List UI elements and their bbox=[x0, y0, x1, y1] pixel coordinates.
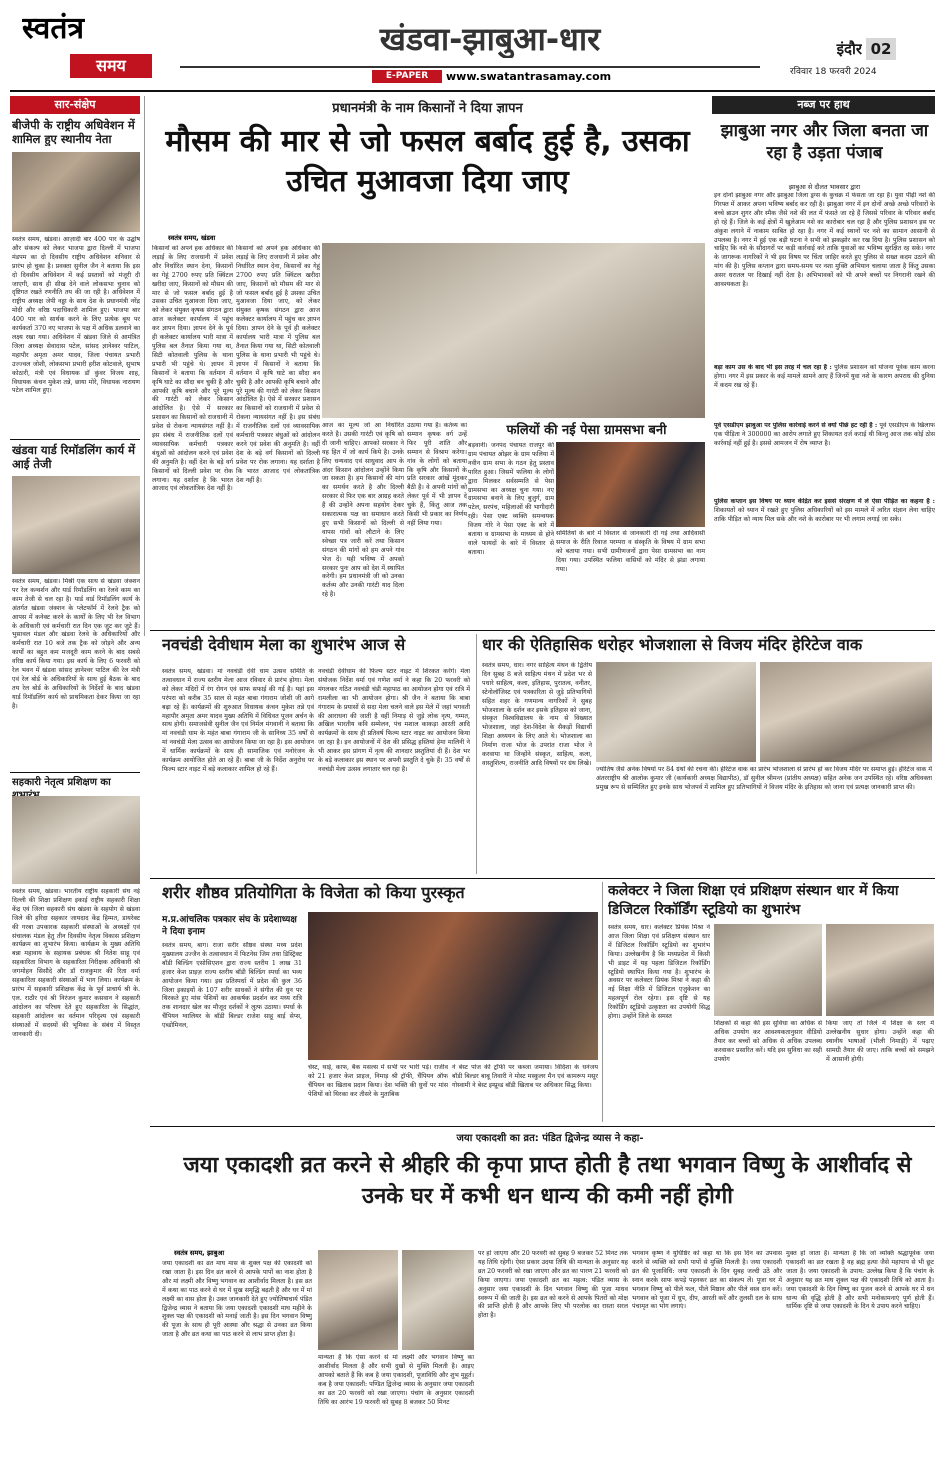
qa-answer: पुलिस प्रशासन को योजना पूर्वक काम करना होगा। नगर में इस प्रकार के कई मामले सामने आए हैं जिनमें युवा नशे के कारण अपराध की दुनिया में कदम रख रहे हैं। bbox=[714, 364, 935, 389]
story-headline: बीजेपी के राष्ट्रीय अधिवेशन में शामिल हुए स्थानीय नेता bbox=[12, 118, 135, 146]
farmers-photo bbox=[322, 243, 705, 418]
logo-bottom: समय bbox=[70, 54, 152, 78]
website-link[interactable]: www.swatantrasamay.com bbox=[446, 70, 612, 83]
divider bbox=[10, 772, 140, 773]
city-label: इंदौर bbox=[836, 40, 862, 58]
bodybuilding-subhead: म.प्र.आंचलिक पत्रकार संघ के प्रदेशाध्यक्ष ने दिया इनाम bbox=[162, 915, 297, 937]
ekadashi-col2: मान्यता है कि ऐसा करने से मां लक्ष्मी और भगवान विष्णु का आशीर्वाद मिलता है और सभी दुखों से मुक्ति मिलती है। आइए आपको बताते हैं कि कब है जया एकादशी, पूजाविधि और शुभ मुहूर्त। कब है जया एकादशी: पण्डित द्विजेन्द्र व्यास के अनुसार जया एकादशी का व्रत 20 फरवरी को रखा जाएगा। पंचांग के अनुसार एकादशी तिथि का आरंभ 19 फरवरी को सुबह 8 बजकर 50 मिनट bbox=[318, 1354, 474, 1406]
studio-photo-1 bbox=[714, 924, 822, 1016]
column-rule bbox=[602, 882, 603, 1122]
ekadashi-col1: जया एकादशी का व्रत माघ मास के शुक्ल पक्ष की एकादशी को रखा जाता है। इस दिन व्रत करने से आपके पापों का नाश होता है और मां लक्ष्मी और विष्णु भगवान का आशीर्वाद मिलता है। इस व्रत में कथा का पाठ करने से घर में सुख समृद्धि बढ़ती है और घर में मां लक्ष्मी का वास होता है। उक्त जानकारी देते हुए ज्योतिषाचार्य पंडित द्विजेन्द्र व्यास ने बताया कि जया एकादशी एकादशी माघ महीने के शुक्ल पक्ष की एकादशी को मनाई जाती है। इस दिन भगवान विष्णु की पूजा के साथ ही पूरी आस्था और श्रद्धा से उनका व्रत किया जाता है और व्रत कथा का पाठ करने से लाभ प्राप्त होता है। bbox=[162, 1260, 312, 1339]
qa-question: बड़ा काम उस के बाद भी इस तरह में चल रहा है : bbox=[714, 364, 832, 371]
bodybuilding-body-2: चेस्ट, थाई, काफ, बैक मसल्स में सभी पर भारी पड़े। राजीव को 21 हजार केश प्राइज, निमाड़ श्री ट्रॉफी, चैंपियन ऑफ चैंपियन का खिताब प्रदान किया। देश भक्ति की धुनों पर मांस पेशियों को थिरका कर तीसरे के मुताबिक bbox=[308, 1064, 448, 1098]
row-rule bbox=[150, 878, 935, 879]
studio-headline: कलेक्टर ने जिला शिक्षा एवं प्रशिक्षण संस्थान धार में किया डिजिटल रिकॉर्डिंग स्टूडियो का शुभारंभ bbox=[608, 883, 899, 918]
top-body-col2: किसानों को अपने हक अधिकार की लड़ाई के लिए राजधानी में प्रवेश और निर्धारित स्थान देना, किसानों का गेहूं 2700 रुपए प्रति क्विंटल खरीदा जाए, किसानों को मौसम की मार से जो फसल बर्बाद हुई है उसका उचित मुआवजा दिया जाए, को लेकर संयुक्त कृषक संगठन द्वारा आज कलेक्टर कार्यालय में पहुंच कर ज्ञापन दिया। ज्ञापन देने के पूर्व ही कलेक्टर कार्यालय भारी मात्रा में पुलिस बल तैनात किया गया था, सिटी कोतवाली पुलिस के थाना प्रभारी भी पहुंचे थे। ज्ञापन में किसानों ने बताया कि वर्तमान में कृषि घाटे का सौदा बन चुकी है और आपकी कृषि बचाने और पूरे मूल्य की गारंटी को लेकर किसान आंदोलित है। ऐसे में सरकार प्रशासन का किसानों को राजधानी में प्रवेश से रोकना न्यायसंगत नहीं है। इस संबंध में राजनीतिक दलों एवं व्यावसायिक कर्मचारी पत्रकार बंधुओं को आंदोलन करने एवं प्रवेश की अनुमति है। वहीं देश के बड़े वर्ग किसानों को दिल्ली प्रवेश पर रोक लगाना। यह दर्शाता है कि भारत आजाद एवं लोकतांत्रिक देश नहीं है। bbox=[236, 245, 320, 484]
row-rule bbox=[150, 630, 935, 631]
ekadashi-col3: पर हो जाएगा और 20 फरवरी को सुबह 9 बजकर 52 मिनट तक यह तिथि रहेगी। ऐसा प्रकार उदया तिथि की मान्यता के अनुसार यह व्रत 20 फरवरी को रखा जाएगा और व्रत का पारण 21 फरवरी को किया जाएगा। जया एकादशी व्रत का महत्व: पंडित व्यास के अनुसार जया एकादशी के दिन भगवान विष्णु की पूजा माधव स्वरूप में की जाती है। इस व्रत को करने से आपके पितरों को मोक्ष की प्राप्ति होती है और आपके लिए भी परलोक का रास्ता सरल होता है। bbox=[478, 1250, 628, 1320]
pesa-photo bbox=[556, 442, 705, 527]
ekadashi-headline: जया एकादशी व्रत करने से श्रीहरि की कृपा प्राप्त होती है तथा भगवान विष्णु के आशीर्वाद से उनके घर में कभी धन धान्य की कमी नहीं होगी bbox=[183, 1153, 912, 1209]
right-section-label: नब्ज पर हाथ bbox=[712, 96, 935, 114]
top-body-col4: उठाया गया है। कर्तव्य का सम्मान कृषक वर्ग उन्हें फिर पूरी शांति और सम्मान से विश्राम करेगा। गांव के लोगों को बताया कि कृषि और किसानों के प्रति सरकार आंखें मूंदकर बैठी है। वे अपनी मांगों को लेकर पूर्व में भी ज्ञापन दे चुके हैं, किंतु आज तक किसी भी प्रकार का निर्णय नहीं लिया गया। bbox=[407, 422, 467, 527]
issue-date: रविवार 18 फरवरी 2024 bbox=[790, 67, 877, 77]
story-photo bbox=[12, 796, 140, 884]
right-body: इन दोनों झाबुआ नगर और झाबुआ जिला ड्रग्स के कुचक्र में फंसता जा रहा है। युवा पीढ़ी नशे की गिरफ्त में आकर अपना भविष्य बर्बाद कर रही है। झाबुआ नगर में इन दोनों अच्छे अच्छे परिवारों के बच्चे ब्राउन शुगर और स्मैक जैसे नशे की लत में फंसते जा रहे हैं जिससे परिवार के परिवार बर्बाद हो रहे हैं। जिले के कई क्षेत्रों में खुलेआम नशे का कारोबार चल रहा है और पुलिस प्रशासन इस पर अंकुश लगाने में नाकाम साबित हो रहा है। नगर में कई स्थानों पर नशे का सामान आसानी से उपलब्ध है। नगर में हुई एक बड़ी घटना ने सभी को झकझोर कर रख दिया है। पुलिस प्रशासन को चाहिए कि नशे के सौदागरों पर कड़ी कार्रवाई करे ताकि युवाओं का भविष्य सुरक्षित रह सके। नगर के जागरूक नागरिकों ने भी इस विषय पर चिंता जाहिर करते हुए पुलिस से सख्त कदम उठाने की मांग की है। पुलिस कप्तान द्वारा समय-समय पर नशा मुक्ति अभियान चलाया जाता है किंतु उसका असर धरातल पर दिखाई नहीं देता है। अभिभावकों को भी अपने बच्चों पर निगरानी रखने की आवश्यकता है। bbox=[714, 192, 935, 289]
left-column bbox=[10, 96, 140, 1442]
bhojshala-photo-1 bbox=[596, 662, 756, 762]
bhojshala-headline: धार की ऐतिहासिक धरोहर भोजशाला से विजय मंदिर हेरिटेज वाक bbox=[482, 635, 863, 654]
story-body: स्वतंत्र समय, खंडवा। आज़ादी बार 400 पार के उद्घोष और संकल्प को लेकर भाजपा द्वारा दिल्ली में भाजपा मंडपम का दो दिवसीय राष्ट्रीय अधिवेशन शनिवार से प्रारंभ हो चुका है। प्रवक्ता सुनील जैन ने बताया कि इस दो दिवसीय अधिवेशन में कई प्रस्तावों को मंजूरी दी जाएगी, साथ ही सीख देने वाले लोकसभा चुनाव को दृष्टिगत रखते रणनीति तय की जा रही है। अधिवेशन में राष्ट्रीय अध्यक्ष जेपी नड्डा के साथ देश के प्रधानमंत्री नरेंद्र मोदी और वरिष्ठ पदाधिकारी शामिल हुए। भाजपा बार 400 पार को सार्थक करने के लिए प्रत्येक बूथ पर कार्यकर्ता 370 नए भाजपा के पक्ष में अधिक डलवाने का लक्ष्य रखा गया। अधिवेशन में खंडवा जिले से आमंत्रित जिला अध्यक्ष सेवादास पटेल, सांसद ज्ञानेश्वर पाटिल, महापौर अमृता अमर यादव, जिला पंचायत प्रभारी उज्ज्वल जोशी, लोकसभा प्रभारी हरीश कोटवाले, सुभाष कोठारी, मंत्री एवं विधायक डॉ कुंवर विजय शाह, विधायक कंचन मुकेश तन्ने, छाया मोरे, विधायक नारायण पटेल शामिल हुए। bbox=[12, 236, 140, 395]
studio-body: स्वतंत्र समय, धार। कलेक्टर प्रियंक मिश्रा ने आज जिला शिक्षा एवं प्रशिक्षण संस्थान धार में डिजिटल रिकॉर्डिंग स्टूडियो का शुभारंभ किया। उल्लेखनीय है कि मध्यप्रदेश में किसी भी डाइट में यह पहला डिजिटल रिकॉर्डिंग स्टूडियो स्थापित किया गया है। शुभारंभ के अवसर पर कलेक्टर प्रियंक मिश्रा ने कहा की नई शिक्षा नीति में डिजिटल एजुकेशन का महत्वपूर्ण रोल रहेगा। इस दृष्टि से यह रिकॉर्डिंग स्टूडियो उत्कृष्टता का उपयोगी सिद्ध होगा। उन्होंने जिले के समस्त bbox=[608, 924, 710, 1021]
top-headline: मौसम की मार से जो फसल बर्बाद हुई है, उसका उचित मुआवजा दिया जाए bbox=[165, 124, 690, 199]
studio-photo-2 bbox=[826, 924, 934, 1016]
top-body-col1: किसानों को अपने हक अधिकार की लड़ाई के लिए राजधानी में प्रवेश और निर्धारित स्थान देना, किसानों का गेहूं 2700 रुपए प्रति क्विंटल खरीदा जाए, किसानों को मौसम की मार से जो फसल बर्बाद हुई है उसका उचित मुआवजा दिया जाए, को लेकर संयुक्त कृषक संगठन द्वारा आज कलेक्टर कार्यालय में पहुंच कर ज्ञापन दिया। ज्ञापन देने के पूर्व ही कलेक्टर कार्यालय भारी मात्रा में पुलिस बल तैनात किया गया था, सिटी कोतवाली पुलिस के थाना प्रभारी भी पहुंचे थे। ज्ञापन में किसानों ने बताया कि वर्तमान में कृषि घाटे का सौदा बन चुकी है और आपकी कृषि बचाने और पूरे मूल्य की गारंटी को लेकर किसान आंदोलित है। ऐसे में सरकार प्रशासन का किसानों को राजधानी में प्रवेश से रोकना न्यायसंगत नहीं है। इस संबंध में राजनीतिक दलों एवं व्यावसायिक कर्मचारी पत्रकार बंधुओं को आंदोलन करने एवं प्रवेश की अनुमति है। वहीं देश के बड़े वर्ग किसानों को दिल्ली प्रवेश पर रोक लगाना। यह दर्शाता है कि भारत आजाद एवं लोकतांत्रिक देश नहीं है। bbox=[152, 245, 233, 493]
bhojshala-body-2: ज्योतिष जैसे अनेक विषयों पर 84 ग्रंथों की रचना की। हेरिटेज वाक का प्रारंभ भोजशाला से प्रारंभ हो कर विजय मंदिर पर समाप्त हुई। हेरिटेज वाक में अंतरराष्ट्रीय श्री आलोक कुमार जी (कार्यकारी अध्यक्ष विद्यापीठ), डॉ सुनील श्रीमन्त (प्रांतीय अध्यक्ष) सहित अनेक जन उपस्थित रहे। वरिष्ठ अधिवक्ता प्रमुख रूप से सम्मिलित हुए इनके साथ भोजपर्व में शामिल हुए प्रतिभागियों ने विजय मंदिर के इतिहास को जाना एवं प्रत्यक्ष जानकारी प्राप्त की। bbox=[596, 766, 932, 791]
row-rule bbox=[150, 1126, 935, 1127]
qa-answer: शिकायतों को ध्यान में रखते हुए पुलिस अधिकारियों को इस मामले में त्वरित संज्ञान लेना चाहिए ताकि पीड़ित को न्याय मिल सके और नशे के कारोबार पर भी लगाम लगाई जा सके। bbox=[714, 506, 935, 523]
ekadashi-col4: भगवान कृष्ण ने युधिष्ठिर को कहा था कि इस दिन का उपवास करने से व्यक्ति को सभी पापों से मुक्ति मिलती है। जया एकादशी व्रत की पूजाविधि: जया एकादशी के दिन सुबह जल्दी उठें और स्नान करके साफ कपड़े पहनकर व्रत का संकल्प लें। पूजा घर में भगवान विष्णु को पीले फल, पीले मिष्ठान और पीले वस्त्र दान करें। भगवान को पूजा में धूप, दीप, आरती करें और तुलसी दल के साथ पंचामृत का भोग लगाएं। bbox=[632, 1250, 782, 1311]
right-qa-3 bbox=[714, 498, 935, 624]
ekadashi-byline: स्वतंत्र समय, झाबुआ bbox=[174, 1249, 225, 1257]
column-rule bbox=[476, 634, 477, 874]
story-body: स्वतंत्र समय, खंडवा। मिस्री एक साथ से खंडवा जंक्शन पर रेल कन्वर्शन और यार्ड रिमॉडलिंग का रेलवे काम का काम तेजी से चल रहा है। यार्ड वार्ड रिमॉडलिंग कार्य के अंतर्गत खंडवा जंक्शन के प्लेटफॉर्म में रेलवे ट्रैक को आपस में कनेक्ट करने के कार्यों के लिए भी रेल विभाग के अधिकारी एवं कर्मचारी रात दिन एक जुट कर जुटे हैं। भुसावल मंडल और खंडवा रेलवे के अधिकारियों और कर्मचारी रात 10 बजे तक ट्रैक को जोड़ने और अन्य कार्यों का बहुत कम मजदूरी काम करने के बाद सबसे वरिष्ठ कार्य किया गया। इस कार्य के लिए 6 फरवरी को रेल भवन में खंडवा सांसद ज्ञानेश्वर पाटिल की रेल मंत्री एवं रेल बोर्ड के अधिकारियों के साथ हुई बैठक के बाद तय रेल बोर्ड के अधिकारियों के निर्देशों के बाद खंडवा यार्ड रिमॉडलिंग कार्य को प्राथमिकता देकर किया जा रहा है। bbox=[12, 578, 140, 710]
pesa-caption: फलियों की नई पेसा ग्रामसभा बनी bbox=[468, 422, 705, 440]
navchandi-body: स्वतंत्र समय, खंडवा। मां नवचंडी देवी धाम उत्सव समिति के तत्वावधान में राज्य स्तरीय मेला आज रविवार से प्रारंभ होगा। मेला को लेकर मंदिरों में रंग रोगन एवं साफ सफाई की गई है। यहां इस परंपरा को करीब 35 साल से महंत बाबा गंगाराम जोशी जी आगे बढ़ा रहे हैं। कार्यक्रमों की शुरुआत विधायक कंचन मुकेश तन्ने एवं महापौर अमृता अमर यादव मुख्य अतिथि में विधिवत पूजन अर्चन के साथ होगी। समाजसेवी सुनील जैन एवं निर्मल मंगवानी ने बताया कि मां नवचंडी धाम के महंत बाबा गंगाराम जी के सानिध्य 35 वर्षों से मां नवचंडी मेला उत्सव का आयोजन किया जा रहा है। इस आयोजन में धार्मिक कार्यक्रमों के साथ ही सामाजिक एवं मनोरंजन के कार्यक्रम आयोजित होते आ रहे हैं। बाबा जी के निर्देश अनुरोध पर फिल्म स्टार नाइट में बड़े कलाकार शामिल हो रहे हैं। bbox=[162, 668, 314, 773]
qa-question: पूर्व एसडीएम झाबुआ पर पुलिस कार्रवाई करने से क्यों पीछे हट रही है : bbox=[714, 422, 878, 429]
studio-body-2: शिक्षकों से कहा की इस सुविधा का अधिक से अधिक उपयोग कर आवश्यकतानुसार वीडियो तैयार कर बच्चों को अधिक से अधिक उपलब्ध करवाकर प्रसारित करें। यदि इस सुविधा का सही उपयोग bbox=[714, 1020, 822, 1063]
masthead bbox=[0, 0, 945, 92]
print-registration-strip bbox=[10, 1452, 935, 1460]
bhojshala-body: स्वतंत्र समय, धार। नगर साहित्य मंथन के द्वितीय दिन सुबह 8 बजे साहित्य मंथन में प्रदेश भर से पधारे साहित्य, कला, इतिहास, पुरातत्व, वनीतर, स्टेनोलॉजिस्ट एवं पत्रकारिता से जुड़े प्रतिभागियों सहित शहर के गणमान्य नागरिकों ने सुबह भोजशाला के दर्शन कर इसके इतिहास को जाना, संस्कृत विश्वविद्यालय के नाम से विख्यात भोजशाला, जहां देश-विदेश के सैकड़ों विद्यार्थी शिक्षा अध्ययन के लिए आते थे। भोजशाला का निर्माण राजा भोज के उपरांत राजा भोज ने करवाया था जिन्होंने संस्कृत, साहित्य, कला, वास्तुशिल्प, राजनीति आदि विषयों पर ग्रंथ लिखे। bbox=[482, 662, 592, 767]
bodybuilding-body-3: ने बेस्ट पोज की ट्रॉफी पर कब्जा जमाया। विदिशा के धनंजय बॉडी बिल्डर बाबू तिवारी ने मोस्ट मस्कुलर मैन एवं कामरूप मसूर गोस्वामी ने बेस्ट इम्प्रूव्ड बॉडी खिताब पर अधिकार सिद्ध किया। bbox=[452, 1064, 598, 1089]
right-qa-2 bbox=[714, 422, 935, 494]
navchandi-body-2: नवचंडी देवीधाम की फिल्म स्टार नाइट में शिरकत करेंगे। मेला संयोजक निर्देश वर्मा एवं गणेश वर्मा ने कहा कि 20 फरवरी को मंगलकर गठित नवचंडी चंडी महापाठ का आयोजन होगा एवं रात्रि में रामलीला का भी आयोजन होगा। श्री जैन ने बताया कि बाबा गंगाराम के प्रयासों से सदा मेला चलने वाले इस मेले में जहां भगवती की आराधना की जाती है वहीं निमाड़ से जुड़े लोक नृत्य, गम्मत, अखिल भारतीय कवि सम्मेलन, पंच मशाल काकड़ा आरती आदि कार्यक्रमों के साथ ही प्रतिवर्ष फिल्म स्टार नाइट का आयोजन किया जा रहा है। इन आयोजनों में देश की प्रसिद्ध हस्तियां हेमा मालिनी ने भी आकर इस प्रांगण में नृत्य की शानदार प्रस्तुतियां दी हैं। देश भर के बड़े कलाकार इस स्थान पर अपनी प्रस्तुति दे चुके हैं। 35 वर्षों से नवचंडी मेला उत्सव लगातार चल रहा है। bbox=[318, 668, 470, 773]
top-byline: स्वतंत्र समय, खंडवा bbox=[168, 234, 216, 242]
navchandi-headline: नवचंडी देवीधाम मेला का शुभारंभ आज से bbox=[162, 635, 406, 654]
ekadashi-photo-1 bbox=[318, 1250, 398, 1350]
bodybuilding-body: स्वतंत्र समय, बाग। राजा सरीर सौष्ठव संस्था मध्य प्रदेश मुख्यालय उज्जैन के तत्वावधान में फिटनेस जिम तथा डिस्ट्रिक्ट बॉडी बिल्डिंग एसोसिएशन द्वारा राज्य स्तरीय 1 लाख 31 हजार केश प्राइज़ राज्य स्तरीय बॉडी बिल्डिंग स्पर्धा का भव्य आयोजन किया गया। इस प्रतिस्पर्धा में प्रदेश की कुल 36 जिला इकाइयों के 107 शरीर साधकों ने संगीत की धुन पर थिरकते हुए मांस पेशियों का आकर्षक प्रदर्शन कर मध्य रात्रि तक शानदार खेल का मौजूद दर्शकों ने लुत्फ उठाया। स्पर्धा के चैंपियन ग्वालियर के बॉडी बिल्डर राजेश साहू बाई सेप्स, एब्डोमिनल, bbox=[162, 942, 302, 1030]
right-column bbox=[712, 96, 935, 626]
column-rule bbox=[144, 96, 145, 636]
top-kicker: प्रधानमंत्री के नाम किसानों ने दिया ज्ञापन bbox=[332, 101, 523, 116]
ekadashi-photo-2 bbox=[402, 1250, 474, 1350]
edition-title: खंडवा-झाबुआ-धार bbox=[379, 20, 601, 58]
epaper-tag: E-PAPER bbox=[372, 70, 442, 83]
divider bbox=[10, 439, 140, 440]
page-number: 02 bbox=[866, 38, 896, 60]
studio-body-3: किया जाए तो जिले में शिक्षा के स्तर में उल्लेखनीय सुधार होगा। उन्होंने कहा की स्थानीय भाषाओं (भीली निमाड़ी) में पढ़ाए सामग्री तैयार की जाए। ताकि बच्चों को समझने में आसानी होगी। bbox=[826, 1020, 934, 1063]
bodybuilding-photo bbox=[308, 912, 598, 1060]
story-headline: खंडवा यार्ड रिमॉडलिंग कार्य में आई तेजी bbox=[12, 443, 136, 471]
story-body: स्वतंत्र समय, खंडवा। भारतीय राष्ट्रीय सहकारी संघ नई दिल्ली की शिक्षा प्रशिक्षण इकाई राष्ट्रीय सहकारी शिक्षा केंद्र एवं जिला सहकारी संघ खंडवा के सहयोग से खंडवा जिले की हरिदा सहकार जायदाद केंद्र हिम्मत, डायरेक्ट की गरबा उपकारक सहकारी संस्थाओं के अध्यक्षों एवं संचालक मंडल हेतु तीन दिवसीय नेतृत्व विकास प्रशिक्षण कार्यक्रम का शुभारंभ किया। कार्यक्रम के मुख्य अतिथि बन्ना महावाय के सहायक प्रबंधक श्री नितेश साहू एवं सहकारिता विभाग के सहकारिता निरीक्षक अधिकारी श्री जगमोहन सिसौदे और डॉ राजकुमार की रिता वर्मा सहकारिता सहकारी संस्थाओं में भाग लिया। कार्यक्रम के प्रारंभ में सहकारी प्रशिक्षक केंद्र के पूर्व प्राचार्य श्री के. एल. राठौर एवं श्री निरंजन कुमार कसवान ने सहकारी आंदोलन का परिचय देते हुए सहकारिता के सिद्धांत, सहकारी आंदोलन का वर्तमान परिदृश्य एवं सहकारी संस्थाओं में सदस्यों की भूमिका के संबंध में विस्तृत जानकारी दी। bbox=[12, 888, 140, 1038]
qa-answer: पूर्व एसडीएम के खिलाफ एक पीड़िता ने 300000 का आरोप लगाते हुए शिकायत दर्ज कराई थी किन्तु आज तक कोई ठोस कार्रवाई नहीं हुई है। इससे आमजन में रोष व्याप्त है। bbox=[714, 422, 935, 447]
story-headline: सहकारी नेतृत्व प्रशिक्षण का bbox=[12, 777, 111, 788]
bodybuilding-headline: शरीर शौष्ठव प्रतियोगिता के विजेता को किया पुरस्कृत bbox=[162, 883, 465, 902]
right-byline: झाबुआ से दौलत भावसार द्वारा bbox=[788, 183, 861, 191]
masthead-rule bbox=[180, 66, 760, 68]
ekadashi-col5: मुक्त हो जाता है। मान्यता है कि जो व्यक्ति श्रद्धापूर्वक जया एकादशी का व्रत रखता है वह ब्रह्म हत्या जैसे महापाप से भी छूट जाता है। जया एकादशी के उपाय: उल्लेख किया है कि पंचांग के अनुसार यह व्रत माघ शुक्ल पक्ष की एकादशी तिथि को आता है। जया एकादशी के दिन विष्णु का पूजन करने से आपके घर में धन धान्य की वृद्धि होती है और सभी मनोकामनाएं पूर्ण होती हैं। धार्मिक दृष्टि से जया एकादशी के दिन ये उपाय करने चाहिए। bbox=[786, 1250, 934, 1311]
pesa-body-2: समितियों के बारे में विस्तार से जानकारी दी गई तथा आदिवासी समाज के रीति रिवाज परम्परा व संस्कृति के विषय में ग्राम सभा को बताया गया। सभी ग्रामीणजनों द्वारा पेसा ग्रामसभा का नाम दिया गया। उपस्थित फलिया वासियों को मंदिर से झंडा लगाया गया। bbox=[556, 530, 705, 573]
right-headline: झाबुआ नगर और जिला बनता जा रहा है उड़ता पंजाब bbox=[720, 121, 929, 163]
bhojshala-photo-2 bbox=[760, 662, 932, 762]
ekadashi-kicker: जया एकादशी का व्रत: पंडित द्विजेन्द्र व्यास ने कहा- bbox=[456, 1133, 644, 1144]
right-qa-1 bbox=[714, 364, 935, 418]
story-photo bbox=[12, 476, 140, 574]
pesa-body: बड़वानी। जनपद पंचायत राजपुर की ग्राम पंचायत ओझर के ग्राम फलिया में नवीन ग्राम सभा के गठन हेतु प्रस्ताव पारित हुआ। जिसमें फलिया के लोगों द्वारा मिलकर सर्वसम्मति से पेसा ग्रामसभा का अध्यक्ष चुना गया। नए ग्रामसभा बनाने के लिए बुजुर्ग, ग्राम पटेल, सरपंच, महिलाओं की भागीदारी रही। पेसा एक्ट व्यक्ति समन्वयक विजय गोरे ने पेसा एक्ट के बारे में बताया व ग्रामसभा के माध्यम से होने वाले फायदों के बारे में विस्तार से बताया। bbox=[468, 442, 554, 556]
masthead-bottom-rule bbox=[10, 90, 935, 92]
left-section-label: सार-संक्षेप bbox=[10, 96, 140, 114]
top-body-col3: आज का मूल्य जो आ निर्धारित करते है। उसकी गारंटी एवं कृषि को दी जानी चाहिए। आपको सरकार ने वह हित में जो कार्य किये है। उनके लिए धन्यवाद एवं साधुवाद आप के अंदर किसान आंदोलन उन्होंने किया जा सकता है। हम किसानों की मांग का समर्थन करते है और दिल्ली सरकार से फिर एक बार आग्रह करते हैं की उन्होंने अपना सहयोग देकर सकारात्मक पक्ष का समाधान करते हुए सभी किसानों को दिल्ली से वापस गांवों को लौटाने के लिए स्वेच्छा पत्र जारी करें तथा किसान संगठन की मांगों को हम अपने गांव भेज दें। यही भविष्य में अपको सरकार पुनः आप को देश में स्थापित करेगी। हम प्रधानमंत्री जी को उनका कर्तव्य और उनकी गारंटी याद दिला रहे है। bbox=[322, 422, 404, 599]
qa-question: पुलिस कप्तान इस विषय पर ध्यान केंद्रित कर इससे संरक्षण में ले ऐसा पीड़ित का कहना है : bbox=[714, 498, 935, 505]
logo-top: स्वतंत्र bbox=[22, 12, 85, 46]
story-photo bbox=[12, 152, 140, 232]
